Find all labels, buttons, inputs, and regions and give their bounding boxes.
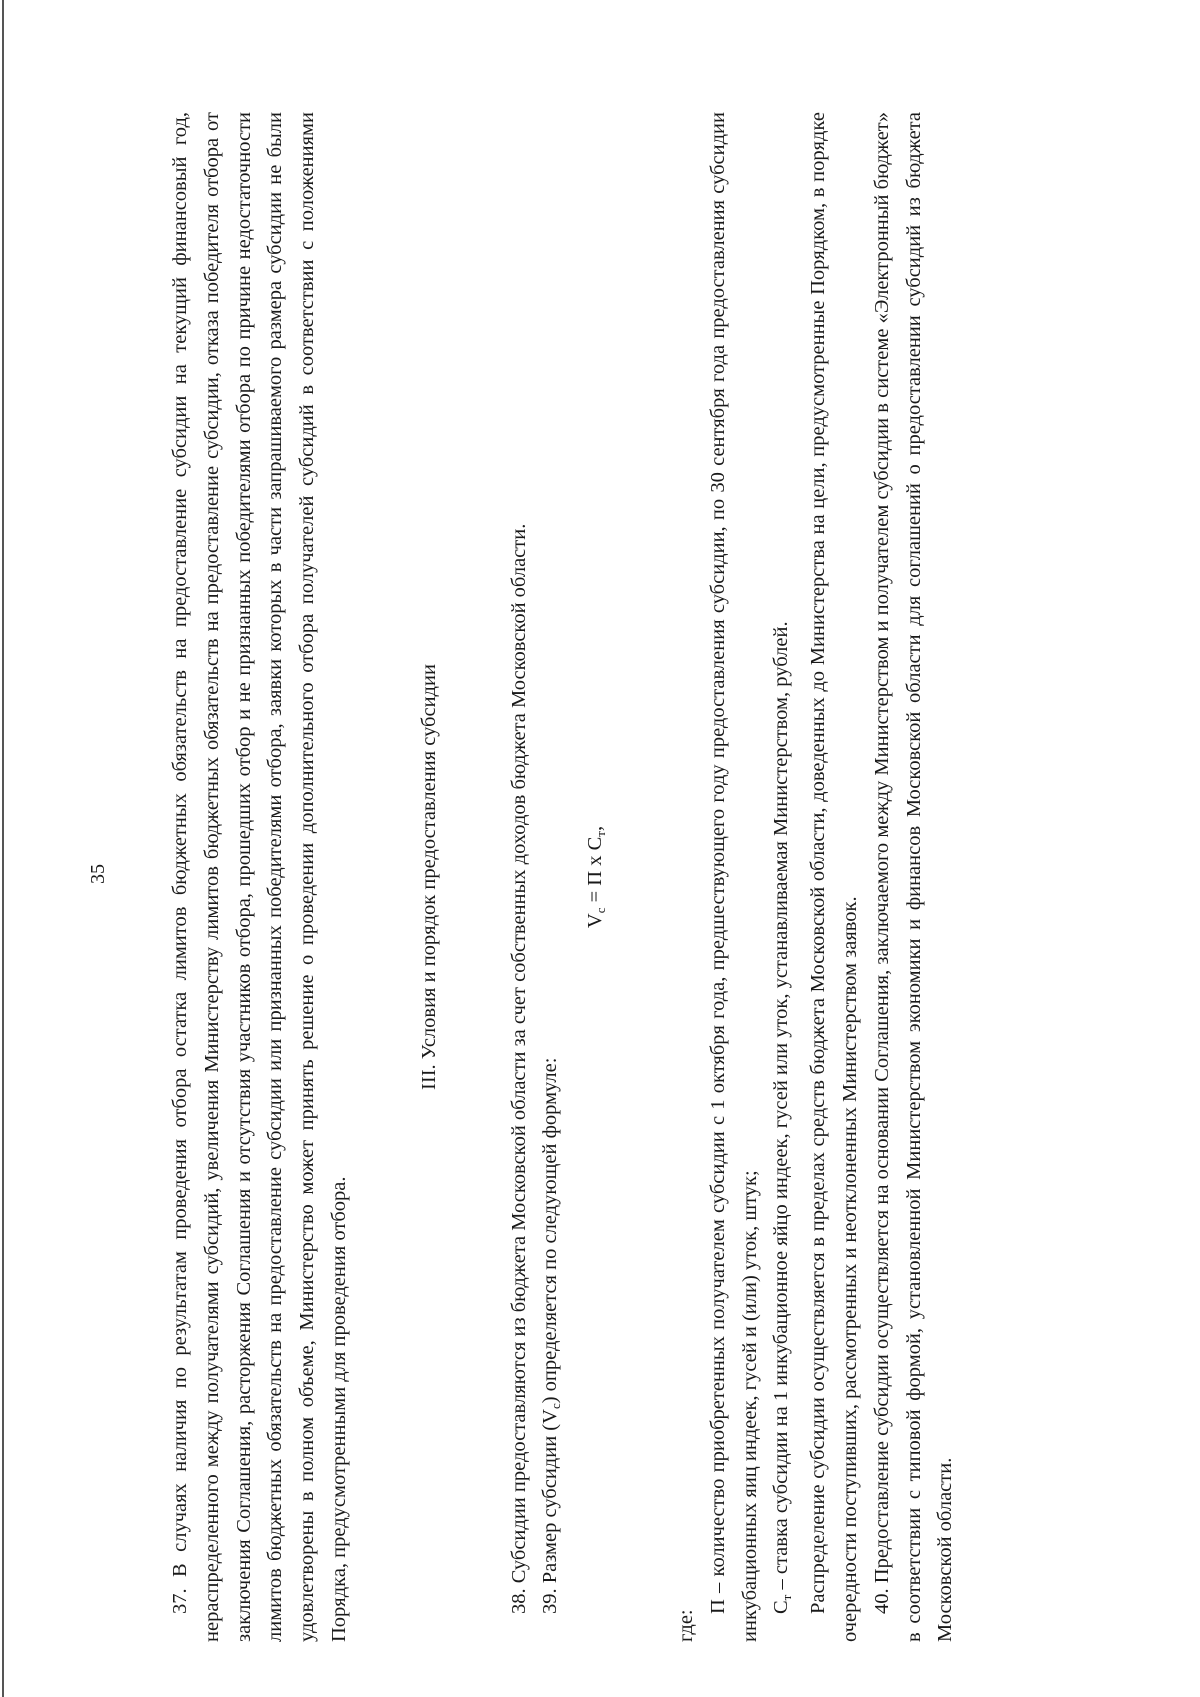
- paragraph-37: 37. В случаях наличия по результатам проведения отбора остатка лимитов бюджетных обязательств на предоставление субсидии на текущий финансовый год, нераспределенного между получателями субсидий, увеличения Министерству лимитов бюджетных обязательств на предоставление субсидии, отказа победителя отбора от заключения Соглашения, расторжения Соглашения и отсутствия участников отбора, прошедших отбор и не признанных победителями отбора по причине недостаточности лимитов бюджетных обязательств на предоставление субсидии или признанных победителями отбора, заявки которых в части запрашиваемого размера субсидии не были удовлетворены в полном объеме, Министерство может принять решение о проведении дополнительного отбора получателей субсидий в соответствии с положениями Порядка, предусмотренными для проведения отбора.: [169, 112, 350, 1642]
- paragraph-39-text-after: ) определяется по следующей формуле:: [539, 1057, 562, 1404]
- formula-lhs-subscript: с: [593, 907, 609, 914]
- paragraph-40: 40. Предоставление субсидии осуществляется на основании Соглашения, заключаемого между Министерством и получателем субсидии в системе «Электронный бюджет» в соответствии с типовой формой, установленной Министерством экономики и финансов Московской области для соглашений о предоставлении субсидий из бюджета Московской области.: [870, 112, 957, 1642]
- section-heading: III. Условия и порядок предоставления субсидии: [417, 664, 440, 1090]
- definition-p: П – количество приобретенных получателем субсидии с 1 октября года, предшествующего году предоставления субсидии, по 30 сентября года предоставления субсидии инкубационных яиц индеек, гусей и (или) уток, штук;: [706, 112, 761, 1642]
- where-label: где:: [674, 1609, 697, 1642]
- definition-c: [766, 112, 803, 1642]
- scan-left-edge: [2, 0, 4, 1697]
- definition-c-letter: С: [770, 1600, 793, 1614]
- formula-middle: = П х С: [584, 836, 607, 908]
- paragraph-38: 38. Субсидии предоставляются из бюджета Московской области за счет собственных доходов бюджета Московской области.: [507, 523, 530, 1614]
- subsidy-formula: [580, 112, 617, 1642]
- paragraph-39: [535, 112, 572, 1642]
- formula-lhs: V: [584, 913, 607, 929]
- formula-tail: ,: [584, 825, 607, 832]
- paragraph-39-subscript: с: [548, 1403, 564, 1410]
- definition-c-text: – ставка субсидии на 1 инкубационное яйцо индеек, гусей или уток, устанавливаемая Министерством, рублей.: [770, 621, 793, 1595]
- paragraph-39-text-before: 39. Размер субсидии (V: [539, 1409, 562, 1614]
- formula-rhs-subscript: т: [593, 831, 609, 837]
- rotated-document-page: [87, 112, 1045, 1642]
- definition-c-subscript: т: [779, 1594, 795, 1601]
- paragraph-distribution: Распределение субсидии осуществляется в пределах средств бюджета Московской области, доведенных до Министерства на цели, предусмотренные Порядком, в порядке очередности поступивших, рассмотренных и неотклоненных Министерством заявок.: [807, 112, 861, 1642]
- page-number: 35: [87, 864, 109, 884]
